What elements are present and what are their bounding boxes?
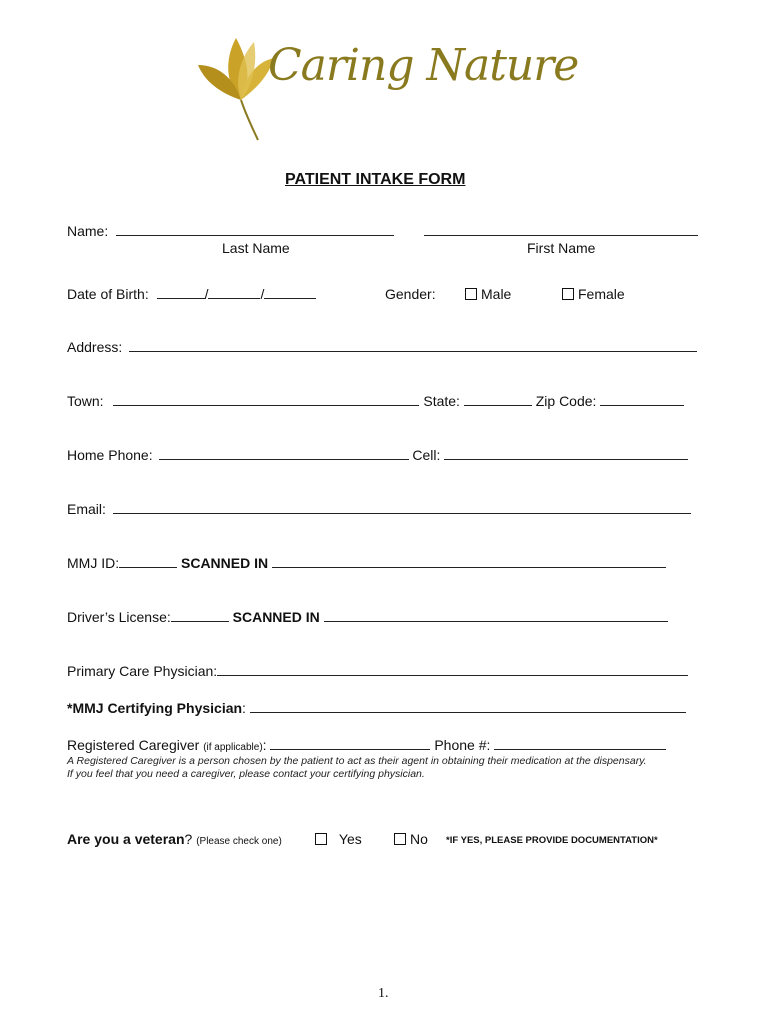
female-checkbox[interactable] [562,288,574,300]
zip-label: Zip Code: [535,393,597,409]
veteran-yes-option[interactable] [315,831,362,847]
name-row [67,223,394,239]
cert-phys-label: *MMJ Certifying Physician [67,700,243,716]
last-name-caption: Last Name [222,240,290,256]
caregiver-applicable: (if applicable) [203,742,263,753]
veteran-no-option[interactable] [394,831,428,847]
mmj-id-field[interactable] [119,555,177,568]
license-scanned-field[interactable] [324,609,668,622]
state-field[interactable] [464,393,532,406]
license-scanned-label: SCANNED IN [232,609,320,625]
mmj-label: MMJ ID: [67,555,120,571]
town-label: Town: [67,393,104,409]
email-label: Email: [67,501,106,517]
male-label: Male [481,286,512,302]
caregiver-phone-label: Phone #: [434,737,491,753]
address-row [67,339,697,355]
license-field[interactable] [171,609,229,622]
cert-phys-field[interactable] [250,700,686,713]
home-phone-label: Home Phone: [67,447,153,463]
dob-row [67,286,316,302]
zip-field[interactable] [600,393,684,406]
veteran-check-one: (Please check one) [196,836,282,847]
male-checkbox[interactable] [465,288,477,300]
veteran-label: Are you a veteran [67,831,185,847]
form-title: PATIENT INTAKE FORM [285,171,466,188]
gender-female-option[interactable] [562,286,625,302]
logo [196,30,586,145]
dob-day-field[interactable] [208,286,260,299]
caregiver-label: Registered Caregiver [67,737,200,753]
cell-field[interactable] [444,447,688,460]
veteran-row [67,831,282,850]
caregiver-phone-field[interactable] [494,737,666,750]
pcp-row [67,663,688,679]
gender-male-option[interactable] [465,286,511,302]
caregiver-note-2: If you feel that you need a caregiver, please contact your certifying physician. [67,768,425,780]
veteran-no-label: No [410,831,428,847]
name-label: Name: [67,223,109,239]
dob-month-field[interactable] [157,286,205,299]
pcp-label: Primary Care Physician: [67,663,218,679]
caregiver-field[interactable] [270,737,430,750]
veteran-yes-checkbox[interactable] [315,833,327,845]
address-label: Address: [67,339,123,355]
mmj-scanned-field[interactable] [272,555,666,568]
last-name-field[interactable] [116,223,394,236]
brand-name: Caring Nature [268,40,579,91]
cert-phys-row [67,700,686,716]
dob-sep: / [260,286,265,302]
town-field[interactable] [113,393,419,406]
mmj-row [67,555,666,571]
dob-sep: / [204,286,209,302]
license-label: Driver’s License: [67,609,171,625]
email-row [67,501,691,517]
page-number: 1. [378,986,389,1001]
veteran-doc-note: *IF YES, PLEASE PROVIDE DOCUMENTATION* [446,835,658,846]
mmj-scanned-label: SCANNED IN [181,555,269,571]
caregiver-note-1: A Registered Caregiver is a person chosen by the patient to act as their agent in obtaining their medication at the dispensary. [67,755,647,767]
phone-row [67,447,688,463]
veteran-no-checkbox[interactable] [394,833,406,845]
first-name-field[interactable] [424,223,698,236]
dob-year-field[interactable] [264,286,316,299]
state-label: State: [423,393,460,409]
female-label: Female [578,286,625,302]
cell-label: Cell: [412,447,441,463]
pcp-field[interactable] [217,663,688,676]
cert-phys-colon: : [242,700,246,716]
home-phone-field[interactable] [159,447,409,460]
veteran-yes-label: Yes [338,831,362,847]
gender-label: Gender: [385,286,436,302]
dob-label: Date of Birth: [67,286,149,302]
caregiver-colon: : [262,737,267,753]
address-field[interactable] [129,339,697,352]
town-row [67,393,684,409]
license-row [67,609,668,625]
first-name-caption: First Name [527,240,596,256]
veteran-qmark: ? [184,831,193,847]
email-field[interactable] [113,501,691,514]
